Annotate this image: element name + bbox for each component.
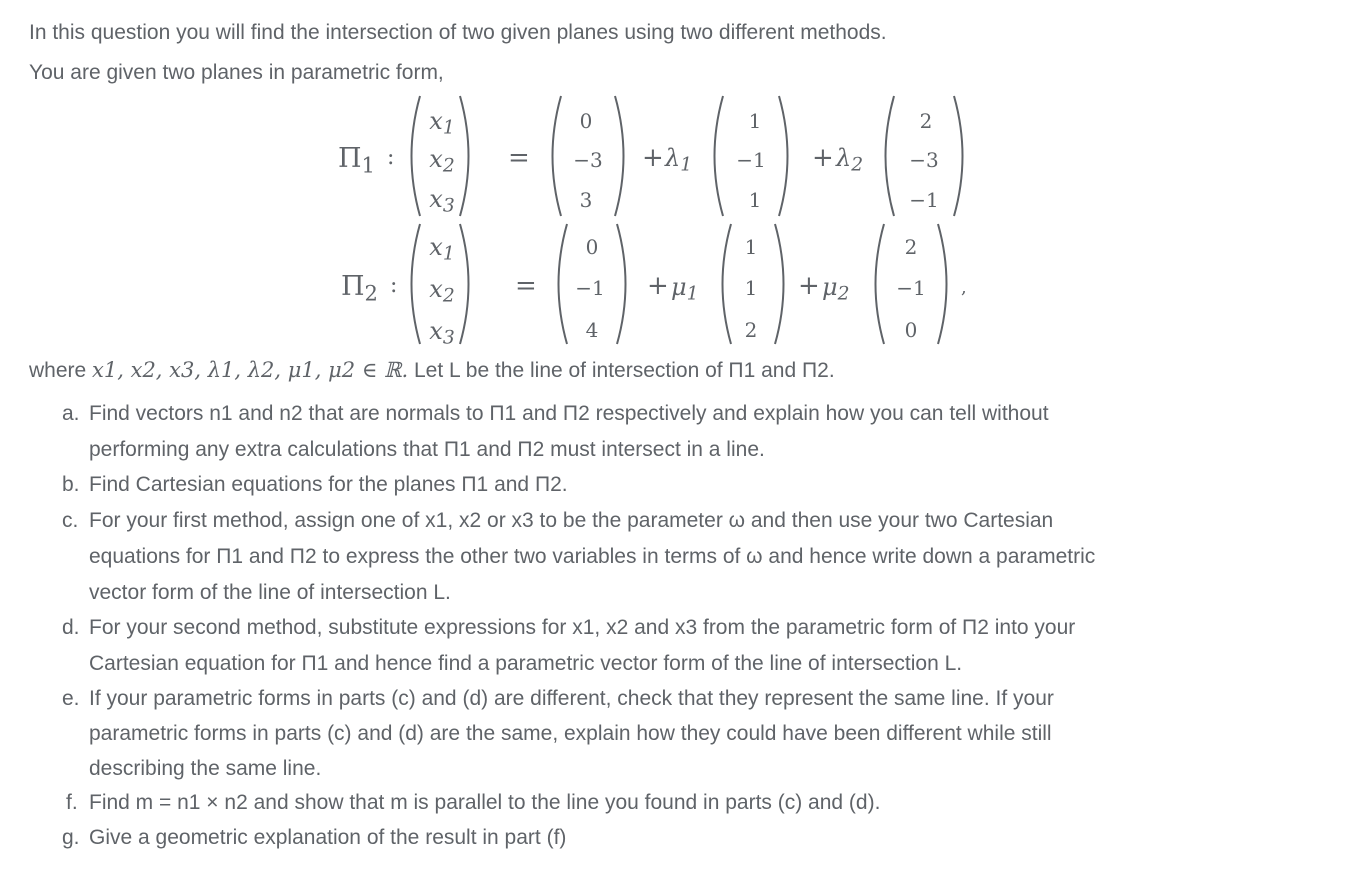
plane-2-direction-2 — [866, 221, 956, 347]
plane-1-param-1: $\lambda_1$ — [665, 144, 693, 176]
part-label-g: g. — [62, 826, 80, 849]
where-line: where x1, x2, x3, λ1, λ2, μ1, μ2 ∈ ℝ. Let L be the line of intersection of Π1 and Π2. — [29, 358, 835, 382]
part-d-line-1: For your second method, substitute expressions for x1, x2 and x3 from the parametric form of Π2 into your — [89, 616, 1076, 639]
direction-entry: 1 — [744, 235, 758, 259]
part-a-line-2: performing any extra calculations that Π1 and Π2 must intersect in a line. — [89, 438, 765, 461]
plane-2-variable-vector — [400, 221, 480, 347]
plane-2-point-vector — [549, 221, 635, 347]
direction-entry: 0 — [904, 318, 918, 342]
plus-sign: + — [647, 271, 669, 301]
var-x1: $x_1$ — [429, 107, 455, 139]
part-label-d: d. — [62, 616, 80, 639]
part-label-a: a. — [62, 402, 80, 425]
part-e-line-1: If your parametric forms in parts (c) and (d) are different, check that they represent the same line. If your — [89, 687, 1054, 710]
plane-1-variable-vector — [400, 93, 480, 219]
plus-sign: + — [642, 143, 664, 173]
intro-line-2: You are given two planes in parametric form, — [29, 61, 444, 84]
plus-sign: + — [812, 143, 834, 173]
plane-1-equation — [0, 93, 1000, 219]
where-vars: x1, x2, x3, λ1, λ2, μ1, μ2 ∈ ℝ. — [92, 358, 409, 382]
part-label-b: b. — [62, 473, 80, 496]
point-entry: 4 — [585, 318, 599, 342]
direction-entry: −3 — [909, 148, 939, 172]
plane-2-equals: = — [515, 271, 537, 301]
point-entry: −1 — [575, 276, 605, 300]
direction-entry: 1 — [748, 188, 762, 212]
plane-1-equals: = — [508, 143, 530, 173]
plane-1-point-vector — [543, 93, 633, 219]
plane-2-direction-1 — [713, 221, 793, 347]
intro-line-1: In this question you will find the intersection of two given planes using two different methods. — [29, 21, 887, 44]
direction-entry: 2 — [919, 109, 933, 133]
part-g-line-1: Give a geometric explanation of the result in part (f) — [89, 826, 567, 849]
point-entry: 3 — [579, 188, 593, 212]
plane-2-param-2: $\mu_2$ — [822, 273, 850, 305]
var-x3: $x_3$ — [429, 185, 455, 217]
part-c-line-3: vector form of the line of intersection L. — [89, 581, 451, 604]
part-label-f: f. — [66, 791, 78, 814]
var-x2: $x_2$ — [429, 275, 455, 307]
part-label-c: c. — [62, 509, 79, 532]
direction-entry: 2 — [744, 318, 758, 342]
plus-sign: + — [798, 271, 820, 301]
part-label-e: e. — [62, 687, 80, 710]
part-c-line-2: equations for Π1 and Π2 to express the other two variables in terms of ω and hence write down a parametric — [89, 545, 1096, 568]
direction-entry: −1 — [736, 148, 766, 172]
direction-entry: −1 — [896, 276, 926, 300]
point-entry: 0 — [579, 109, 593, 133]
plane-2-colon: : — [390, 273, 398, 298]
point-entry: 0 — [585, 235, 599, 259]
plane-2-label: $\Pi_2$ — [341, 271, 378, 306]
direction-entry: 1 — [744, 276, 758, 300]
part-e-line-2: parametric forms in parts (c) and (d) are the same, explain how they could have been different while still — [89, 722, 1052, 745]
plane-2-equation — [0, 221, 1000, 347]
direction-entry: −1 — [909, 188, 939, 212]
plane-1-direction-2 — [876, 93, 972, 219]
point-entry: −3 — [573, 148, 603, 172]
where-text: Let L be the line of intersection of Π1 and Π2. — [414, 359, 835, 382]
trailing-comma: , — [961, 277, 967, 298]
direction-entry: 1 — [748, 109, 762, 133]
part-e-line-3: describing the same line. — [89, 757, 322, 780]
part-f-line-1: Find m = n1 × n2 and show that m is parallel to the line you found in parts (c) and (d). — [89, 791, 881, 814]
var-x1: $x_1$ — [429, 233, 455, 265]
var-x3: $x_3$ — [429, 317, 455, 349]
part-a-line-1: Find vectors n1 and n2 that are normals to Π1 and Π2 respectively and explain how you can tell without — [89, 402, 1049, 425]
plane-1-param-2: $\lambda_2$ — [836, 144, 864, 176]
plane-1-colon: : — [387, 145, 395, 170]
part-c-line-1: For your first method, assign one of x1, x2 or x3 to be the parameter ω and then use your two Cartesian — [89, 509, 1054, 532]
plane-2-param-1: $\mu_1$ — [671, 273, 699, 305]
var-x2: $x_2$ — [429, 145, 455, 177]
plane-1-direction-1 — [705, 93, 797, 219]
plane-1-label: $\Pi_1$ — [338, 143, 375, 178]
part-d-line-2: Cartesian equation for Π1 and hence find a parametric vector form of the line of intersection L. — [89, 652, 963, 675]
direction-entry: 2 — [904, 235, 918, 259]
part-b-line-1: Find Cartesian equations for the planes Π1 and Π2. — [89, 473, 568, 496]
